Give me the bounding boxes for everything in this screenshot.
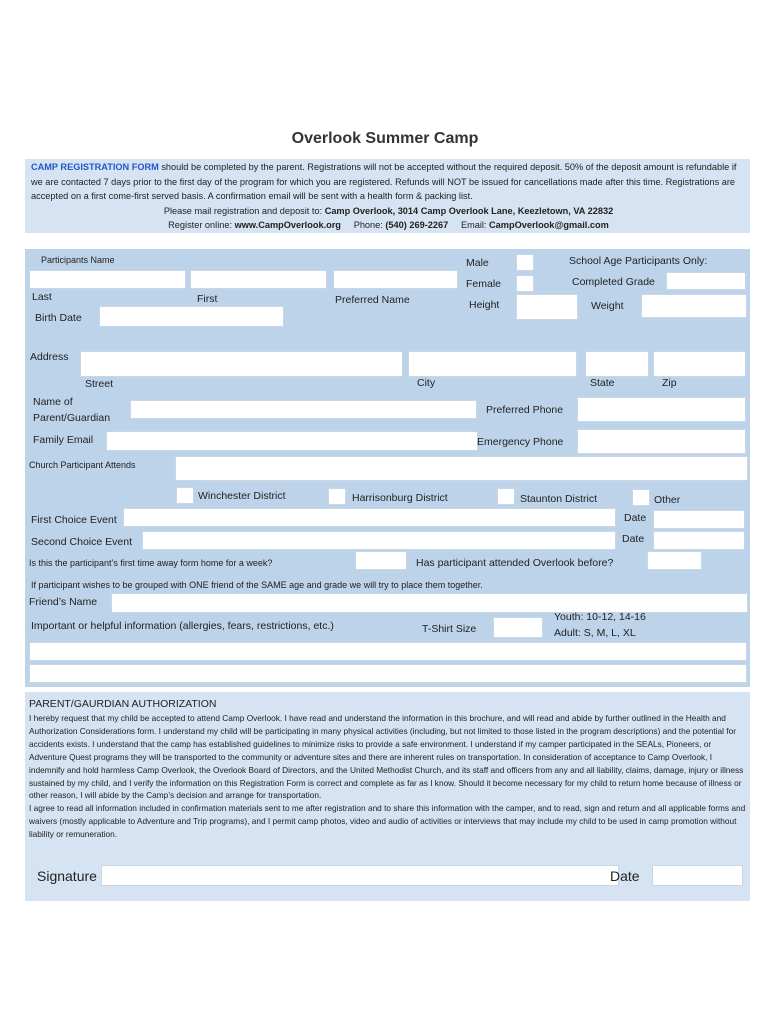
signature-date-label: Date <box>610 868 640 884</box>
weight-input[interactable] <box>641 294 747 318</box>
height-input[interactable] <box>516 294 578 320</box>
participants-name-label: Participants Name <box>41 255 115 265</box>
signature-input[interactable] <box>101 865 619 886</box>
authorization-paragraph-2: I agree to read all information included in confirmation materials sent to me after registration and to share this information with the camper, and to read, sign and return and all applicable forms and waivers (mostly applicable to Adventure and Trip programs), and I permit camp photos, video and audio of activities or interviews that may include my child to be used in camp promotion without liability or remuneration. <box>29 803 746 840</box>
attended-before-label: Has participant attended Overlook before? <box>416 557 614 569</box>
page-title: Overlook Summer Camp <box>291 130 479 147</box>
second-choice-date-label: Date <box>622 533 645 545</box>
youth-sizes: Youth: 10-12, 14-16 <box>554 611 646 623</box>
intro-body: should be completed by the parent. Registrations will not be accepted without the required deposit. 50% of the deposit amount is refundable if we are contacted 7 days prior to the first day of the program for which you are registered. Refunds will NOT be issued for cancellations made after this time. Registrations are accepted on a first come-first served basis. A confirmation email will be sent with a health form & packing list. <box>31 162 737 202</box>
authorization-panel <box>25 692 750 901</box>
mail-prefix: Please mail registration and deposit to: <box>163 205 325 216</box>
other-checkbox[interactable] <box>632 489 650 506</box>
phone-prefix: Phone: <box>353 220 386 231</box>
winchester-label: Winchester District <box>198 490 286 502</box>
online-prefix: Register online: <box>168 220 235 231</box>
city-input[interactable] <box>408 351 577 377</box>
birth-date-label: Birth Date <box>35 312 82 324</box>
family-email-label: Family Email <box>33 434 94 446</box>
friends-name-label: Friend’s Name <box>29 596 98 608</box>
street-label: Street <box>85 378 114 390</box>
first-time-label: Is this the participant’s first time away form home for a week? <box>29 558 273 568</box>
intro-text <box>31 160 746 233</box>
parent-label-line2: Parent/Guardian <box>33 412 111 424</box>
preferred-phone-input[interactable] <box>577 397 746 422</box>
mail-address: Camp Overlook, 3014 Camp Overlook Lane, Keezletown, VA 22832 <box>324 205 614 216</box>
birth-date-input[interactable] <box>99 306 284 327</box>
state-input[interactable] <box>585 351 649 377</box>
email-prefix: Email: <box>460 220 490 231</box>
other-label: Other <box>654 494 681 506</box>
email-link[interactable]: CampOverlook@gmail.com <box>489 220 609 231</box>
completed-grade-label: Completed Grade <box>572 276 655 288</box>
important-info-input-line1[interactable] <box>29 642 747 661</box>
contact-line <box>31 218 746 233</box>
zip-label: Zip <box>662 377 677 389</box>
harrisonburg-label: Harrisonburg District <box>352 492 448 504</box>
second-choice-input[interactable] <box>142 531 616 550</box>
school-age-label: School Age Participants Only: <box>569 255 708 267</box>
important-info-label: Important or helpful information (allergies, fears, restrictions, etc.) <box>31 620 334 632</box>
mail-line <box>31 204 746 219</box>
male-label: Male <box>466 257 489 269</box>
intro-panel <box>25 159 750 233</box>
male-checkbox[interactable] <box>516 254 534 271</box>
last-label: Last <box>32 291 52 303</box>
authorization-text <box>29 712 747 841</box>
staunton-checkbox[interactable] <box>497 488 515 505</box>
first-choice-date-label: Date <box>624 512 647 524</box>
emergency-phone-input[interactable] <box>577 429 746 454</box>
female-checkbox[interactable] <box>516 275 534 292</box>
parent-label-line1: Name of <box>33 396 73 408</box>
last-name-input[interactable] <box>29 270 186 289</box>
street-input[interactable] <box>80 351 403 377</box>
address-label: Address <box>30 351 69 363</box>
state-label: State <box>590 377 615 389</box>
website-link[interactable]: www.CampOverlook.org <box>234 220 341 231</box>
winchester-checkbox[interactable] <box>176 487 194 504</box>
authorization-paragraph-1: I hereby request that my child be accepted to attend Camp Overlook. I have read and understand the information in this brochure, and will read and abide by further outlined in the Health and Authorization Considerations form. I understand my child will be participating in many physical activities (including, but not limited to those listed in the program descriptions) and the potential for accidents exists. I understand that the camp has established guidelines to minimize risks to provide a safe environment. I understand if my camper participated in the SEALs, Pioneers, or Adventure Quest programs they will be transported to the community or adventure sites and there are inherent rules on transportation. In consideration of acceptance to Camp Overlook, I indemnify and hold harmless Camp Overlook, the Overlook Board of Directors, and the United Methodist Church, and its staff and officers from any and all liability, claims, damage, injury or illness sustained by my child, and I verify the information on this Registration Form is correct and complete as far as I know. Should it become necessary for my child to return home because of illness or other reason, I will abide by the Camp’s decision and arrange for transportation. <box>29 713 744 801</box>
attended-before-input[interactable] <box>647 551 702 570</box>
signature-date-input[interactable] <box>652 865 743 886</box>
adult-sizes: Adult: S, M, L, XL <box>554 627 636 639</box>
church-input[interactable] <box>175 456 748 481</box>
first-label: First <box>197 293 218 305</box>
emergency-phone-label: Emergency Phone <box>477 436 564 448</box>
group-note: If participant wishes to be grouped with ONE friend of the SAME age and grade we will try to place them together. <box>31 580 483 590</box>
preferred-phone-label: Preferred Phone <box>486 404 564 416</box>
first-time-input[interactable] <box>355 551 407 570</box>
weight-label: Weight <box>591 300 624 312</box>
female-label: Female <box>466 278 502 290</box>
completed-grade-input[interactable] <box>666 272 746 290</box>
second-choice-date-input[interactable] <box>653 531 745 550</box>
phone-number: (540) 269-2267 <box>385 220 449 231</box>
second-choice-label: Second Choice Event <box>31 536 132 548</box>
height-label: Height <box>469 299 500 311</box>
city-label: City <box>417 377 436 389</box>
important-info-input-line2[interactable] <box>29 664 747 683</box>
first-choice-label: First Choice Event <box>31 514 117 526</box>
friends-name-input[interactable] <box>111 593 748 613</box>
registration-form <box>25 249 750 687</box>
first-choice-input[interactable] <box>123 508 616 527</box>
church-label: Church Participant Attends <box>29 460 136 470</box>
tshirt-size-input[interactable] <box>493 617 543 638</box>
zip-input[interactable] <box>653 351 746 377</box>
first-name-input[interactable] <box>190 270 327 289</box>
signature-label: Signature <box>37 868 97 884</box>
preferred-name-input[interactable] <box>333 270 458 289</box>
tshirt-size-label: T-Shirt Size <box>422 623 477 635</box>
parent-name-input[interactable] <box>130 400 477 419</box>
preferred-name-label: Preferred Name <box>335 294 410 306</box>
authorization-title: PARENT/GAURDIAN AUTHORIZATION <box>29 698 217 710</box>
harrisonburg-checkbox[interactable] <box>328 488 346 505</box>
first-choice-date-input[interactable] <box>653 510 745 529</box>
family-email-input[interactable] <box>106 431 478 451</box>
form-name-highlight: CAMP REGISTRATION FORM <box>31 162 159 172</box>
staunton-label: Staunton District <box>520 493 598 505</box>
